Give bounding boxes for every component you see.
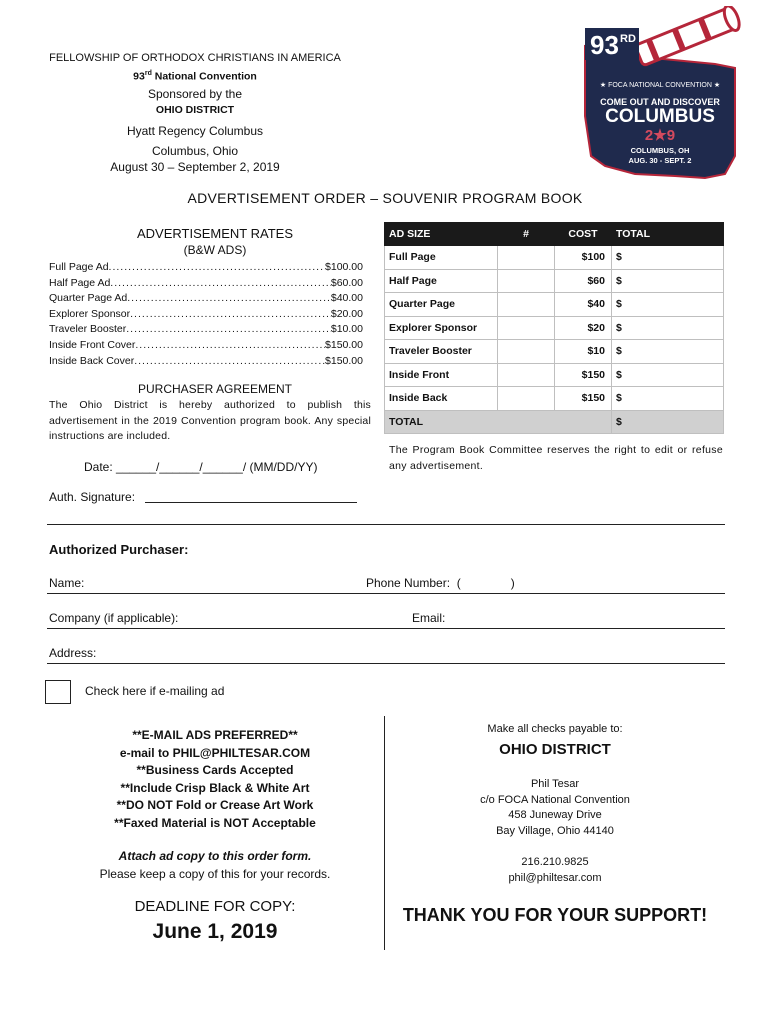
table-row: Explorer Sponsor $20 $ (385, 316, 724, 340)
count-input[interactable] (498, 293, 555, 317)
col-ad-size: AD SIZE (385, 223, 498, 246)
phone-label: Phone Number: ( ) (366, 576, 515, 590)
table-row: Inside Front $150 $ (385, 363, 724, 387)
city-line: Columbus, Ohio (151, 143, 239, 158)
purchaser-title: Authorized Purchaser: (49, 542, 189, 557)
agreement-title: PURCHASER AGREEMENT (137, 382, 293, 396)
logo-number: 93 (590, 30, 619, 60)
ohio-telescope-logo (575, 6, 745, 186)
total-input[interactable]: $ (612, 293, 724, 317)
grand-total-input[interactable]: $ (612, 410, 724, 434)
org-name: FELLOWSHIP OF ORTHODOX CHRISTIANS IN AMERICA (49, 52, 341, 64)
rate-item: Traveler Booster ..... $10.00 (49, 322, 363, 338)
table-header-row (385, 223, 724, 246)
rate-item: Inside Front Cover ..... $150.00 (49, 338, 363, 354)
name-phone-line[interactable] (47, 593, 725, 594)
count-input[interactable] (498, 340, 555, 364)
count-input[interactable] (498, 246, 555, 270)
rates-subtitle: (B&W ADS) (183, 243, 247, 257)
instruction-line: **DO NOT Fold or Crease Art Work (116, 798, 314, 813)
payable-label: Make all checks payable to: (487, 723, 623, 735)
instruction-line: e-mail to PHIL@PHILTESAR.COM (119, 745, 311, 760)
total-row: TOTAL $ (385, 410, 724, 434)
company-email-line[interactable] (47, 628, 725, 629)
total-input[interactable]: $ (612, 363, 724, 387)
logo-line1: COME OUT AND DISCOVER (600, 97, 720, 107)
vertical-divider (384, 716, 385, 950)
instruction-line: **Include Crisp Black & White Art (120, 780, 310, 795)
logo-year: 2★9 (644, 127, 676, 144)
ad-order-table (384, 222, 724, 434)
header-block (40, 50, 350, 175)
address-label: Address: (49, 646, 97, 660)
section-divider (47, 524, 725, 525)
rate-item: Full Page Ad ..... $100.00 (49, 260, 363, 276)
instruction-line: **Business Cards Accepted (136, 763, 294, 778)
logo-suffix: RD (620, 33, 636, 45)
logo-banner: ★ FOCA NATIONAL CONVENTION ★ (599, 82, 721, 89)
table-row: Half Page $60 $ (385, 269, 724, 293)
address-line-text: 458 Juneway Drive (508, 809, 602, 822)
agreement-text: The Ohio District is hereby authorized to publish this advertisement in the 2019 Convention program book. Any special instructions are included. (49, 399, 371, 442)
logo-city: COLUMBUS (605, 106, 715, 127)
thank-you-message: THANK YOU FOR YOUR SUPPORT! (402, 905, 708, 925)
logo-dates: AUG. 30 - SEPT. 2 (628, 156, 692, 165)
instruction-line: **Faxed Material is NOT Acceptable (114, 815, 316, 830)
payee-name: OHIO DISTRICT (499, 741, 611, 758)
deadline-label: DEADLINE FOR COPY: (134, 898, 296, 915)
keep-copy-note: Please keep a copy of this for your records. (99, 867, 331, 881)
email-label: Email: (412, 611, 446, 625)
rate-item: Half Page Ad ..... $60.00 (49, 276, 363, 292)
venue-line: Hyatt Regency Columbus (126, 123, 264, 138)
rates-list (49, 260, 363, 369)
address-line-text: Phil Tesar (530, 778, 580, 790)
company-label: Company (if applicable): (49, 611, 179, 625)
table-row: Full Page $100 $ (385, 246, 724, 270)
page-title: ADVERTISEMENT ORDER – SOUVENIR PROGRAM BOOK (187, 190, 583, 206)
instruction-line: **E-MAIL ADS PREFERRED** (132, 728, 298, 742)
total-input[interactable]: $ (612, 387, 724, 411)
col-count: # (498, 223, 555, 246)
address-line-text: Bay Village, Ohio 44140 (496, 824, 614, 837)
total-input[interactable]: $ (612, 316, 724, 340)
attach-note: Attach ad copy to this order form. (118, 849, 312, 863)
col-cost: COST (555, 223, 612, 246)
date-field[interactable]: Date: ______/______/______/ (MM/DD/YY) (84, 460, 318, 474)
convention-logo (575, 6, 745, 186)
district-line: OHIO DISTRICT (155, 103, 235, 116)
auth-signature-label: Auth. Signature: (49, 490, 136, 504)
auth-signature-line[interactable] (145, 502, 357, 503)
table-row: Traveler Booster $10 $ (385, 340, 724, 364)
convention-line: 93rd National Convention (133, 70, 257, 83)
email-ad-checkbox-label: Check here if e-mailing ad (85, 684, 225, 698)
rate-item: Quarter Page Ad ..... $40.00 (49, 291, 363, 307)
sponsored-line: Sponsored by the (147, 86, 243, 101)
rate-item: Inside Back Cover ..... $150.00 (49, 354, 363, 370)
rates-title: ADVERTISEMENT RATES (136, 226, 294, 241)
count-input[interactable] (498, 363, 555, 387)
count-input[interactable] (498, 387, 555, 411)
count-input[interactable] (498, 316, 555, 340)
total-input[interactable]: $ (612, 269, 724, 293)
contact-email: phil@philtesar.com (508, 872, 602, 884)
dates-line: August 30 – September 2, 2019 (110, 159, 280, 174)
committee-note: The Program Book Committee reserves the right to edit or refuse any advertisement. (389, 444, 723, 472)
total-input[interactable]: $ (612, 246, 724, 270)
contact-phone: 216.210.9825 (521, 856, 589, 868)
rate-item: Explorer Sponsor ..... $20.00 (49, 307, 363, 323)
name-label: Name: (49, 576, 85, 590)
address-line-text: c/o FOCA National Convention (480, 793, 630, 806)
mailing-address (420, 777, 690, 839)
table-row: Inside Back $150 $ (385, 387, 724, 411)
table-row: Quarter Page $40 $ (385, 293, 724, 317)
email-ad-checkbox[interactable] (45, 680, 71, 704)
deadline-date: June 1, 2019 (152, 920, 278, 943)
total-input[interactable]: $ (612, 340, 724, 364)
count-input[interactable] (498, 269, 555, 293)
instructions-block (80, 727, 350, 833)
address-line[interactable] (47, 663, 725, 664)
col-total: TOTAL (612, 223, 724, 246)
logo-location: COLUMBUS, OH (630, 146, 690, 155)
